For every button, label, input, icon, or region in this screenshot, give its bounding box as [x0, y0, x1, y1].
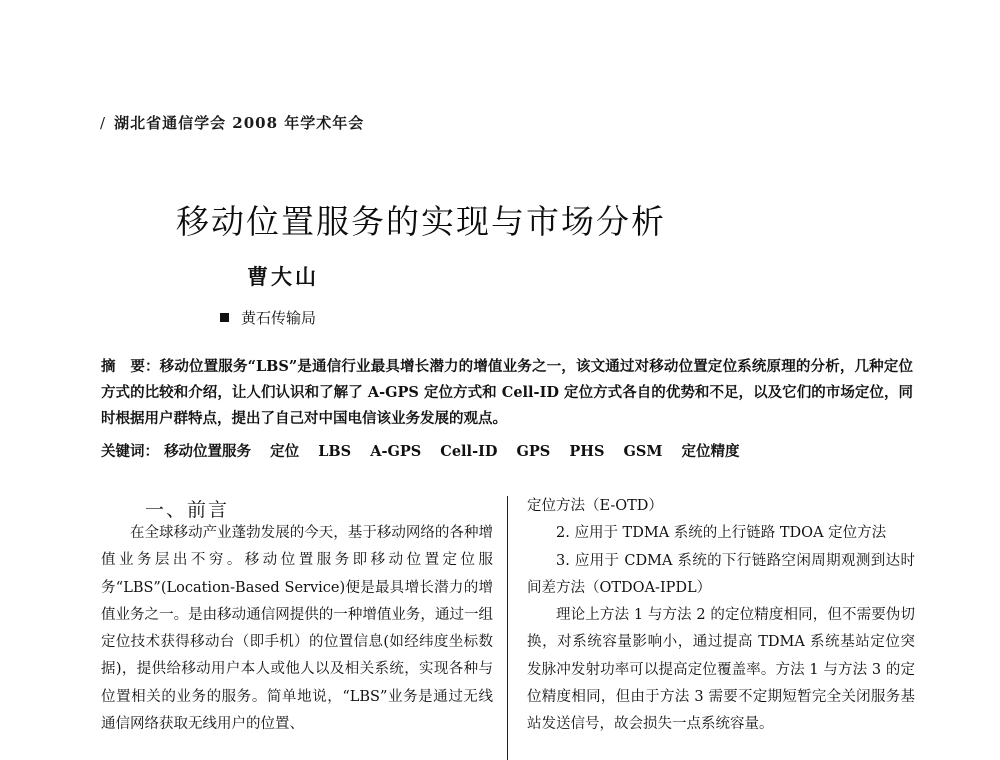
keyword: 定位	[270, 443, 300, 460]
keyword: Cell-ID	[440, 443, 498, 460]
keyword: A-GPS	[370, 443, 422, 460]
body-paragraph: 在全球移动产业蓬勃发展的今天，基于移动网络的各种增值业务层出不穷。移动位置服务即移动位置定位服务“LBS”(Location-Based Service)便是最具增长潜力的增值业务之一。是由移动通信网提供的一种增值业务，通过一组定位技术获得移动台（即手机）的位置信息(如经纬度坐标数据)，提供给移动用户本人或他人以及相关系统，实现各种与位置相关的业务的服务。简单地说，“LBS”业务是通过无线通信网络获取无线用户的位置、	[101, 525, 493, 733]
body-paragraph: 理论上方法 1 与方法 2 的定位精度相同，但不需要伪切换，对系统容量影响小，通过提高 TDMA 系统基站定位突发脉冲发射功率可以提高定位覆盖率。方法 1 与方法 3 的定位精度相同，但由于方法 3 需要不定期短暂完全关闭服务基站发送信号，故会损失一点系统容量。	[527, 607, 915, 733]
keyword: 移动位置服务	[164, 443, 252, 460]
paper-title: 移动位置服务的实现与市场分析	[176, 202, 666, 241]
section-heading-introduction: 一、前言	[145, 499, 230, 521]
body-line: 3. 应用于 CDMA 系统的下行链路空闲周期观测到达时间差方法（OTDOA-IPDL）	[527, 552, 915, 596]
keyword: GPS	[516, 443, 551, 460]
square-bullet-icon	[220, 313, 229, 322]
column-divider	[507, 496, 508, 760]
abstract-label: 摘 要：	[101, 358, 160, 375]
keywords	[101, 440, 753, 461]
keywords-label: 关键词：	[101, 443, 159, 460]
affiliation	[220, 307, 316, 328]
keyword: 定位精度	[681, 443, 740, 460]
abstract-text: 移动位置服务“LBS”是通信行业最具增长潜力的增值业务之一，该文通过对移动位置定位系统原理的分析，几种定位方式的比较和介绍，让人们认识和了解了 A-GPS 定位方式和 Cell-ID 定位方式各自的优势和不足，以及它们的市场定位，同时根据用户群特点，提出了自己对中国电信该业务发展的观点。	[101, 358, 914, 427]
left-column	[101, 520, 493, 738]
header-slash: /	[100, 114, 107, 132]
header-text: 湖北省通信学会 2008 年学术年会	[114, 114, 365, 132]
abstract	[101, 354, 913, 432]
keyword: LBS	[318, 443, 352, 460]
keyword: PHS	[569, 443, 605, 460]
affiliation-text: 黄石传输局	[241, 309, 317, 327]
body-line: 2. 应用于 TDMA 系统的上行链路 TDOA 定位方法	[556, 525, 887, 542]
keyword: GSM	[623, 443, 663, 460]
author-name: 曹大山	[247, 264, 319, 289]
right-column	[527, 493, 915, 739]
body-line: 定位方法（E-OTD）	[527, 498, 663, 514]
conference-header	[100, 112, 364, 133]
